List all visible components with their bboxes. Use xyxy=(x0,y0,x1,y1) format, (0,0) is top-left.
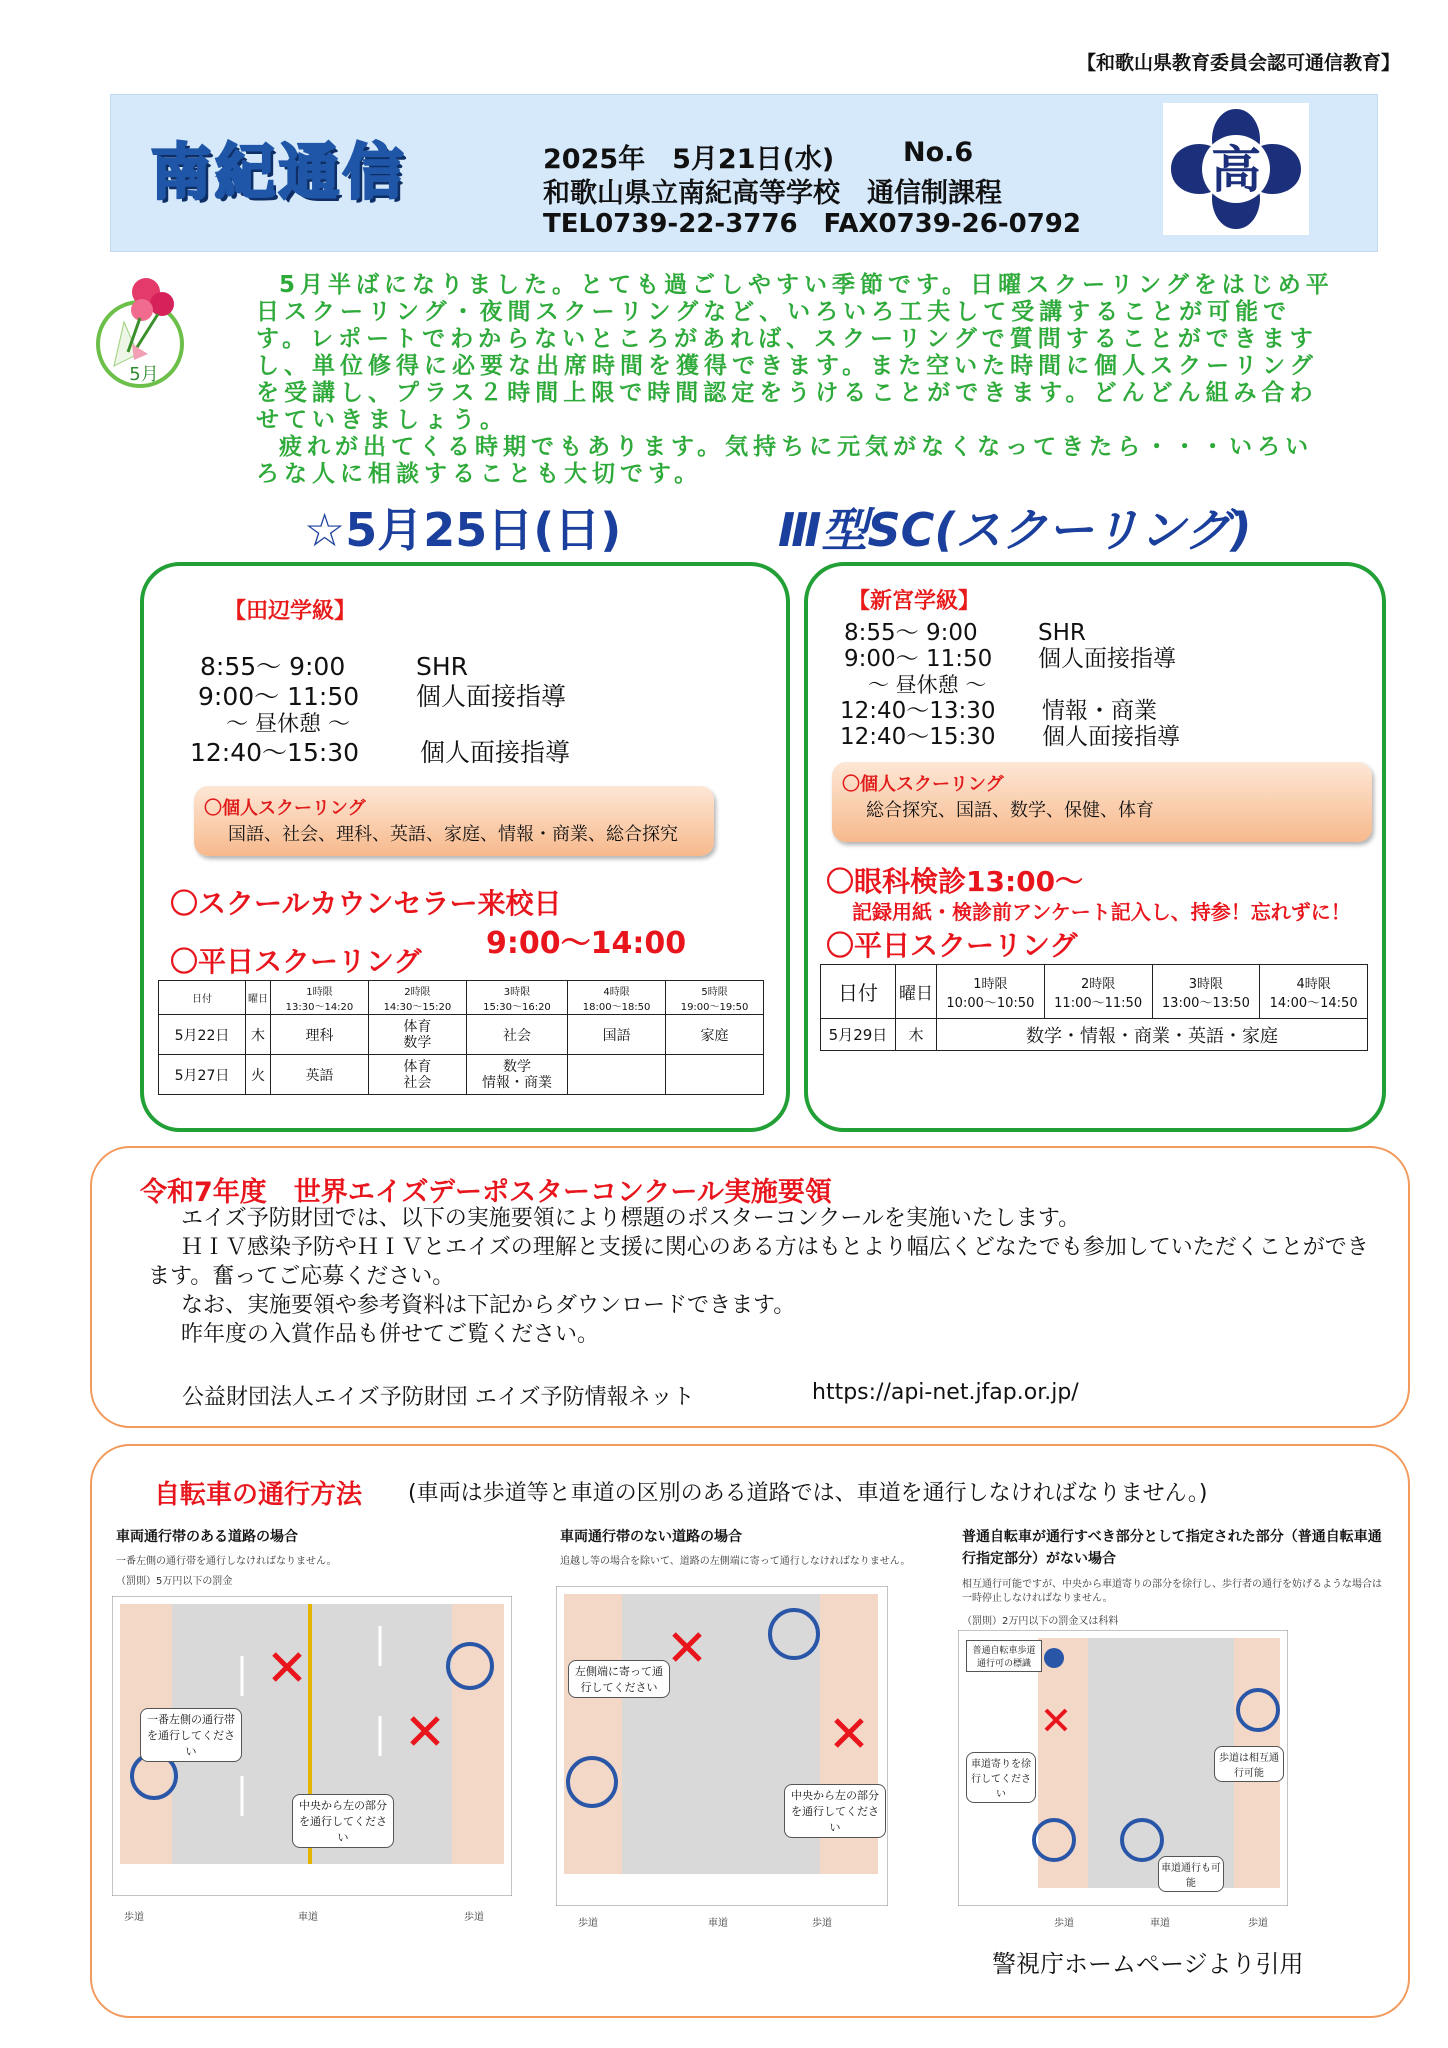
bike-title: 自転車の通行方法 xyxy=(154,1480,363,1510)
shingu-time-4: 12:40～13:30 xyxy=(840,698,996,724)
shingu-time-1: 8:55～ 9:00 xyxy=(844,620,978,646)
th-day: 曜日 xyxy=(896,965,937,1019)
label-sidewalk: 歩道 xyxy=(464,1912,484,1923)
th-period-4: 4時限 14:00～14:50 xyxy=(1260,965,1368,1019)
tanabe-weekday-title: 〇平日スクーリング xyxy=(170,945,422,978)
tanabe-individual-box xyxy=(194,786,714,856)
schooling-type-heading: Ⅲ型SC(スクーリング) xyxy=(778,503,1252,557)
newsletter-header xyxy=(110,94,1378,252)
carnation-illustration xyxy=(84,270,204,392)
cell: 5月22日 xyxy=(159,1015,246,1055)
tanabe-time-2: 9:00～ 11:50 xyxy=(198,682,360,711)
schooling-date-heading: ☆5月25日(日) xyxy=(304,503,622,557)
label-sidewalk: 歩道 xyxy=(124,1912,144,1923)
eye-exam-note: 記録用紙・検診前アンケート記入し、持参！忘れずに！ xyxy=(852,900,1351,924)
tanabe-lunch: ～ 昼休憩 ～ xyxy=(226,712,350,737)
diagram-3-fine: （罰則）2万円以下の罰金又は科料 xyxy=(962,1616,1119,1627)
cell xyxy=(568,1055,666,1095)
shingu-weekday-title: 〇平日スクーリング xyxy=(826,929,1078,962)
shingu-item-5: 個人面接指導 xyxy=(1042,724,1180,750)
shingu-weekday-table xyxy=(820,964,1368,1051)
intro-paragraph-1: 5月半ばになりました。とても過ごしやすい季節です。日曜スクーリングをはじめ平日スクーリング・夜間スクーリングなど、いろいろ工夫して受講することが可能です。レポートでわからないところがあれば、スクーリングで質問することができますし、単位修得に必要な出席時間を獲得できます。また空いた時間に個人スクーリングを受講し、プラス２時間上限で時間認定をうけることができます。どんどん組み合わせていきましょう。 xyxy=(256,272,1334,433)
diagram-1-heading: 車両通行帯のある道路の場合 xyxy=(116,1529,298,1545)
label-roadway: 車道 xyxy=(708,1918,728,1929)
aids-line-1: エイズ予防財団では、以下の実施要領により標題のポスターコンクールを実施いたします。 xyxy=(181,1206,1081,1231)
aids-body xyxy=(148,1204,1388,1349)
diagram-2-sub: 追越し等の場合を除いて、道路の左側端に寄って通行しなければなりません。 xyxy=(560,1556,911,1567)
shingu-class-panel xyxy=(804,562,1386,1132)
th-period-4: 4時限 18:00～18:50 xyxy=(568,981,666,1015)
diagram-3-heading: 普通自転車が通行すべき部分として指定された部分（普通自転車通行指定部分）がない場合 xyxy=(962,1529,1382,1567)
sign-icon xyxy=(1044,1648,1064,1668)
road-illustration xyxy=(556,1586,888,1906)
tanabe-item-2: 個人面接指導 xyxy=(416,682,567,711)
th-period-3: 3時限 13:00～13:50 xyxy=(1152,965,1260,1019)
emblem-icon xyxy=(1163,103,1309,235)
cell: 5月29日 xyxy=(821,1019,896,1051)
shingu-item-4: 情報・商業 xyxy=(1042,698,1157,724)
intro-message xyxy=(256,272,1336,488)
shingu-title: 【新宮学級】 xyxy=(848,589,981,614)
shingu-lunch: ～ 昼休憩 ～ xyxy=(868,673,987,697)
shingu-item-2: 個人面接指導 xyxy=(1038,646,1176,672)
label-roadway: 車道 xyxy=(1150,1918,1170,1929)
aids-poster-section xyxy=(90,1146,1410,1428)
shingu-individual-title: 〇個人スクーリング xyxy=(842,774,1004,795)
label-sidewalk: 歩道 xyxy=(1054,1918,1074,1929)
th-period-3: 3時限 15:30～16:20 xyxy=(466,981,567,1015)
tanabe-title: 【田辺学級】 xyxy=(224,599,357,624)
counselor-time: 9:00～14:00 xyxy=(486,926,687,961)
cell: 理科 xyxy=(271,1015,369,1055)
cell: 5月27日 xyxy=(159,1055,246,1095)
cell: 国語 xyxy=(568,1015,666,1055)
aids-line-4: 昨年度の入賞作品も併せてご覧ください。 xyxy=(181,1322,600,1347)
th-date: 日付 xyxy=(159,981,246,1015)
th-day: 曜日 xyxy=(246,981,271,1015)
intro-paragraph-2: 疲れが出てくる時期でもあります。気持ちに元気がなくなってきたら・・・いろいろな人に相談することも大切です。 xyxy=(256,434,1314,487)
table-row xyxy=(821,1019,1368,1051)
cell: 木 xyxy=(246,1015,271,1055)
cell: 体育 社会 xyxy=(368,1055,466,1095)
cell: 木 xyxy=(896,1019,937,1051)
cell: 火 xyxy=(246,1055,271,1095)
certification-note: 【和歌山県教育委員会認可通信教育】 xyxy=(1076,52,1400,74)
label-sidewalk: 歩道 xyxy=(578,1918,598,1929)
counselor-visit: 〇スクールカウンセラー来校日 xyxy=(170,887,562,920)
shingu-individual-box xyxy=(832,762,1372,842)
bubble-3: 車道通行も可能 xyxy=(1158,1856,1224,1892)
cell: 数学 情報・商業 xyxy=(466,1055,567,1095)
cell: 体育 数学 xyxy=(368,1015,466,1055)
bike-diagram-2 xyxy=(556,1526,936,1936)
bicycle-rules-section xyxy=(90,1444,1410,2018)
eye-exam: 〇眼科検診13:00～ xyxy=(826,865,1084,898)
emblem-char: 高 xyxy=(1211,141,1261,199)
shingu-individual-subjects: 総合探究、国語、数学、保健、体育 xyxy=(866,800,1154,821)
newsletter-logo: 南紀通信 xyxy=(151,138,407,208)
school-contact: TEL0739-22-3776 FAX0739-26-0792 xyxy=(543,209,1081,239)
shingu-time-5: 12:40～15:30 xyxy=(840,724,996,750)
th-period-5: 5時限 19:00～19:50 xyxy=(666,981,764,1015)
aids-organization: 公益財団法人エイズ予防財団 エイズ予防情報ネット xyxy=(182,1385,695,1410)
cell xyxy=(666,1055,764,1095)
tanabe-time-4: 12:40～15:30 xyxy=(190,738,360,767)
diagram-1-sub: 一番左側の通行帯を通行しなければなりません。 xyxy=(116,1556,337,1567)
th-period-2: 2時限 11:00～11:50 xyxy=(1044,965,1152,1019)
school-name: 和歌山県立南紀高等学校 通信制課程 xyxy=(543,178,1002,209)
school-emblem xyxy=(1163,103,1309,235)
bubble-2: 歩道は相互通行可能 xyxy=(1214,1746,1284,1782)
issue-date: 2025年 5月21日(水) xyxy=(543,144,835,175)
diagram-1-fine: （罰則）5万円以下の罰金 xyxy=(116,1576,233,1587)
bubble-1: 車道寄りを徐行してください xyxy=(966,1752,1036,1803)
shingu-time-2: 9:00～ 11:50 xyxy=(844,646,993,672)
th-period-2: 2時限 14:30～15:20 xyxy=(368,981,466,1015)
aids-title: 令和7年度 世界エイズデーポスターコンクール実施要領 xyxy=(140,1177,832,1208)
cell: 家庭 xyxy=(666,1015,764,1055)
shingu-item-1: SHR xyxy=(1038,620,1086,646)
cell: 数学・情報・商業・英語・家庭 xyxy=(937,1019,1368,1051)
table-row xyxy=(159,1015,764,1055)
bubble-2: 中央から左の部分を通行してください xyxy=(784,1784,886,1838)
aids-url-link[interactable]: https://api-net.jfap.or.jp/ xyxy=(812,1380,1079,1405)
tanabe-item-1: SHR xyxy=(416,652,469,681)
sign-label: 普通自転車歩道通行可の標識 xyxy=(966,1640,1042,1672)
bubble-1: 一番左側の通行帯を通行してください xyxy=(140,1708,242,1762)
month-badge: 5月 xyxy=(129,364,159,385)
tanabe-class-panel xyxy=(140,562,790,1132)
label-roadway: 車道 xyxy=(298,1912,318,1923)
th-date: 日付 xyxy=(821,965,896,1019)
tanabe-time-1: 8:55～ 9:00 xyxy=(200,652,346,681)
tanabe-item-4: 個人面接指導 xyxy=(420,738,571,767)
bubble-1: 左側端に寄って通行してください xyxy=(568,1660,670,1698)
bubble-2: 中央から左の部分を通行してください xyxy=(292,1794,394,1848)
bike-citation: 警視庁ホームページより引用 xyxy=(992,1950,1304,1978)
table-row xyxy=(159,1055,764,1095)
bike-diagram-3 xyxy=(958,1526,1388,1936)
tanabe-individual-title: 〇個人スクーリング xyxy=(204,798,366,819)
diagram-3-sub: 相互通行可能ですが、中央から車道寄りの部分を徐行し、歩行者の通行を妨げるような場合は一時停止しなければなりません。 xyxy=(962,1579,1382,1604)
diagram-2-heading: 車両通行帯のない道路の場合 xyxy=(560,1529,742,1545)
aids-line-3: なお、実施要領や参考資料は下記からダウンロードできます。 xyxy=(181,1293,796,1318)
issue-number: No.6 xyxy=(903,137,974,168)
th-period-1: 1時限 10:00～10:50 xyxy=(937,965,1045,1019)
cell: 社会 xyxy=(466,1015,567,1055)
bike-note: (車両は歩道等と車道の区別のある道路では、車道を通行しなければなりません。) xyxy=(408,1481,1208,1506)
label-sidewalk: 歩道 xyxy=(1248,1918,1268,1929)
label-sidewalk: 歩道 xyxy=(812,1918,832,1929)
aids-line-2: ＨＩＶ感染予防やＨＩＶとエイズの理解と支援に関心のある方はもとより幅広くどなたでも参加していただくことができます。奮ってご応募ください。 xyxy=(148,1235,1369,1289)
th-period-1: 1時限 13:30～14:20 xyxy=(271,981,369,1015)
cell: 英語 xyxy=(271,1055,369,1095)
tanabe-weekday-table xyxy=(158,980,764,1095)
tanabe-individual-subjects: 国語、社会、理科、英語、家庭、情報・商業、総合探究 xyxy=(228,824,678,845)
bike-diagram-1 xyxy=(112,1526,512,1936)
